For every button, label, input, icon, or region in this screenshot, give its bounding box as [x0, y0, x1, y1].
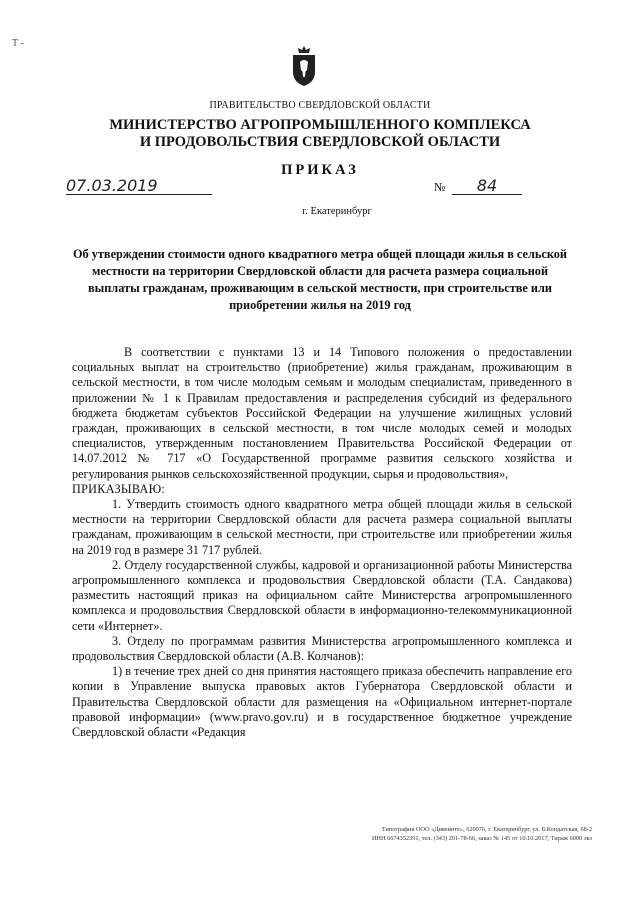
order-number: 84 — [452, 176, 522, 195]
item-1: 1. Утвердить стоимость одного квадратного метра общей площади жилья в сельской местности на территории Свердловской области для расчета размера социальной выплаты гражданам, проживающим в сельской местности, при строительстве или приобретении жилья на 2019 год в размере 31 717 рублей. — [72, 497, 572, 557]
coat-of-arms-icon — [289, 44, 319, 88]
item-3-1: 1) в течение трех дней со дня принятия настоящего приказа обеспечить направление его копии в Управление выпуска правовых актов Губернатора Свердловской области и Правительства Свердловской области для размещения на «Официальном интернет-портале правовой информации» (www.pravo.gov.ru) и в государственное бюджетное учреждение Свердловской области «Редакция — [72, 664, 572, 740]
order-word: ПРИКАЗЫВАЮ: — [72, 481, 166, 496]
ministry-name — [0, 117, 640, 151]
item-3: 3. Отделу по программам развития Министерства агропромышленного комплекса и продовольствия Свердловской области (А.В. Колчанов): — [72, 633, 572, 664]
number-label: № — [434, 180, 446, 194]
ministry-line-1: МИНИСТЕРСТВО АГРОПРОМЫШЛЕННОГО КОМПЛЕКСА — [109, 117, 531, 133]
ministry-line-2: И ПРОДОВОЛЬСТВИЯ СВЕРДЛОВСКОЙ ОБЛАСТИ — [139, 134, 501, 150]
order-date: 07.03.2019 — [66, 176, 212, 195]
city: г. Екатеринбург — [302, 206, 372, 217]
footer-line-2: ИНН 6674352391, тел. (343) 201-78-66, заказ № 145 от 10.10.2017, Тираж 6000 экз — [371, 834, 592, 842]
order-body — [72, 345, 572, 740]
print-footer — [292, 826, 592, 843]
footer-line-1: Типография ООО «Дивеинте», 620076, г. Екатеринбург, ул. Б.Кондатская, 68-2 — [381, 826, 592, 833]
preamble: В соответствии с пунктами 13 и 14 Типового положения о предоставлении социальных выплат на строительство (приобретение) жилья гражданам, проживающим в сельской местности, в том числе молодым семьям и молодым специалистам, приведенного в приложении № 1 к Правилам предоставления и распределения субсидий из федерального бюджета бюджетам субъектов Российской Федерации на улучшение жилищных условий граждан, проживающих в сельской местности, в том числе молодых семей и молодых специалистов, утвержденным постановлением Правительства Российской Федерации от 14.07.2012 № 717 «О Государственной программе развития сельского хозяйства и регулирования рынков сельскохозяйственной продукции, сырья и продовольствия», — [72, 345, 572, 481]
order-subject: Об утверждении стоимости одного квадратного метра общей площади жилья в сельской местности на территории Свердловской области для расчета размера социальной выплаты гражданам, проживающим в сельской местности, при строительстве или приобретении жилья на 2019 год — [72, 247, 568, 312]
corner-mark: T ‐ — [12, 38, 24, 49]
government-header: ПРАВИТЕЛЬСТВО СВЕРДЛОВСКОЙ ОБЛАСТИ — [209, 100, 431, 111]
item-2: 2. Отделу государственной службы, кадровой и организационной работы Министерства агропромышленного комплекса и продовольствия Свердловской области (Т.А. Сандакова) разместить настоящий приказ на официальном сайте Министерства агропромышленного комплекса и продовольствия Свердловской области в информационно-телекоммуникационной сети «Интернет». — [72, 557, 572, 633]
document-type: ПРИКАЗ — [281, 162, 359, 178]
